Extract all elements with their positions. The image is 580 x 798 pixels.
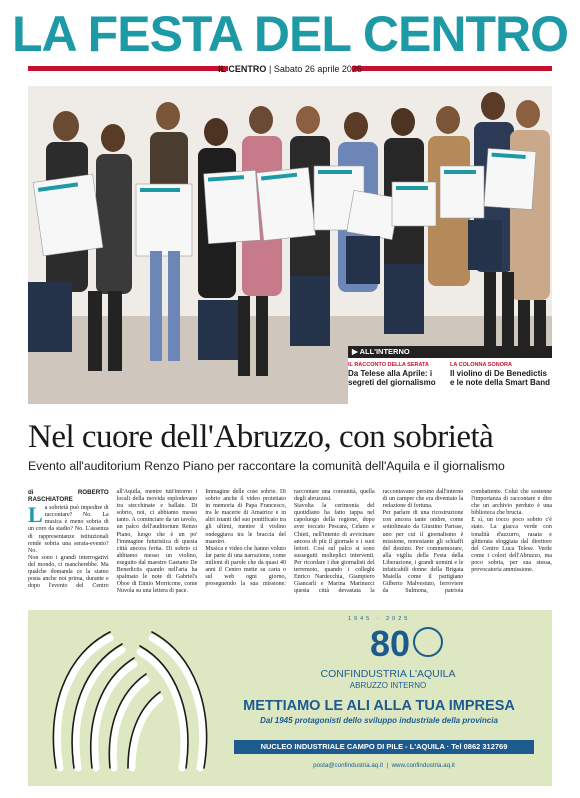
- issue-line: [0, 64, 580, 75]
- advert-tagline: Dal 1945 protagonisti dello sviluppo industriale della provincia: [260, 716, 498, 725]
- advert-email[interactable]: posta@confindustria.aq.it: [313, 762, 384, 769]
- inside-item-title: Il violino di De Benedictis e le note della Smart Band: [450, 369, 551, 387]
- article-paragraph: Stavolta la cerimonia del quotidiano ha fatto tappa nel capoluogo della regione, dopo aver toccato Pescara, Celano e Chieti, nell'intento di avvicinare ancora di più il giornale e i suoi lettori. Così sul palco si sono susseguiti molteplici interventi. Per ricordare i due giornalisti del terremoto, quando i colleghi Enrico Nardecchia, Giampiero Giancarli e Marina Marinucci questa città devastata la raccontavano persino dall'interno di un camper che era diventato la redazione di fortuna.: [293, 489, 464, 595]
- inside-item-title: Da Telese alla Aprile: i segreti del giornalismo: [348, 369, 436, 387]
- article-paragraph: Musica e video che hanno voluto far parte di una narrazione, come milioni di parole che da quasi 40 anni il Centro mette su carta o sul web ogni giorno, proseguendo la sua missione: raccontare una comunità, quella degli abruzzesi.: [205, 489, 375, 588]
- article-paragraph: La sobrietà può impedire di raccontare? No. La musica è meno sobria di un coro da stadio? No. L'assenza di rappresentanze istituzionali rende sobria una serata-evento? No.: [28, 502, 109, 554]
- arrow-icon: ▶: [352, 347, 358, 356]
- article-body: [28, 489, 552, 599]
- confindustria-advert[interactable]: [28, 610, 552, 786]
- advert-website[interactable]: www.confindustria.aq.it: [391, 762, 455, 769]
- inside-label: ALL'INTERNO: [359, 347, 410, 356]
- inside-item-kicker: IL RACCONTO DELLA SERATA: [348, 362, 429, 368]
- eagle-mark-icon: [414, 628, 442, 656]
- inside-item[interactable]: [348, 362, 448, 387]
- masthead-title: LA FESTA DEL CENTRO: [12, 6, 568, 62]
- article-paragraph: Per parlare di una ricostruzione con ancora tante ombre, come sottolineato da Giustino Parisse, uno per cui il giornalismo è missione, nonostante gli schiaffi del destino. Per commemorare, alla vigilia della Festa della Liberazione, i grandi uomini e le infaticabili donne della Brigata Maiella come il partigiano Gilberto Malvestuto, ferroviere da Sulmona, patriota combattente. Colui che sostenne l'importanza di raccontare e dire che un archivio perduto è una biblioteca che brucia.: [382, 489, 552, 595]
- advert-organization: CONFINDUSTRIA L'AQUILA: [320, 668, 456, 680]
- eagle-logo-icon: [40, 618, 220, 780]
- contact-separator: |: [384, 762, 390, 769]
- advert-contacts: [234, 762, 534, 770]
- advert-district: ABRUZZO INTERNO: [349, 681, 427, 690]
- inside-item[interactable]: [450, 362, 552, 387]
- drop-cap: L: [28, 502, 43, 528]
- issue-date: Sabato 26 aprile 2025: [273, 64, 362, 74]
- masthead: [0, 4, 580, 64]
- advert-address-bar: NUCLEO INDUSTRIALE CAMPO DI PILE - L'AQUILA · Tel 0862 312769: [234, 740, 534, 754]
- anniversary-badge: [366, 624, 446, 660]
- anniversary-years: 1945 · 2025: [348, 616, 411, 622]
- publication-name: IL CENTRO: [218, 64, 267, 74]
- anniversary-number: 80: [370, 624, 411, 660]
- inside-header: [348, 346, 552, 358]
- inside-item-kicker: LA COLONNA SONORA: [450, 362, 512, 368]
- issue-separator: |: [268, 64, 272, 74]
- article-paragraph: E sì, un tocco poco sobrio c'è stato. La giacca verde con tonalità d'azzurro, rasata e glitterata sfoggiata dal direttore del Centro Luca Telese. Verde come i colori dell'Abruzzo, ma poco sobria, per sua stessa, provocatoria ammissione.: [471, 517, 552, 574]
- article-byline: di ROBERTO RASCHIATORE: [28, 489, 109, 504]
- advert-slogan: METTIAMO LE ALI ALLA TUA IMPRESA: [243, 698, 515, 714]
- article-paragraph: Immagine delle cose sobrie. Di sobrio anche il video proiettato in memoria di Papa Francesco, tra le macerie di Amatrice e in altri istanti del suo pontificato tra gli ultimi, mentre il violino ondeggiava tra le braccia del maestro.: [205, 489, 286, 545]
- article-headline: Nel cuore dell'Abruzzo, con sobrietà: [28, 419, 494, 455]
- article-paragraph: Non sono i grandi interrogativi del mondo, ci mancherebbe. Ma qualche domanda ce la siamo posta anche noi prima, durante e dopo l'evento del Centro all'Aquila, mentre tutt'intorno i locali della movida esplodevano tra stecchinate e ballate. Di sobrio, noi, ci abbiamo messo tanto. A cominciare da un tavolo, un palco dell'auditorium Renzo Piano, luogo che è un po' l'immagine futuristica di questa città ancora ferita. Di sobrio ci abbiamo messo un violino, eseguito dal maestro Gaetano De Benedictis quando nell'aria ha spalmato le note di Gabriel's Oboe di Ennio Morricone, come Nuvola su una lettera di pace.: [28, 489, 198, 595]
- article-subheadline: Evento all'auditorium Renzo Piano per raccontare la comunità dell'Aquila e il giornalismo: [28, 459, 505, 473]
